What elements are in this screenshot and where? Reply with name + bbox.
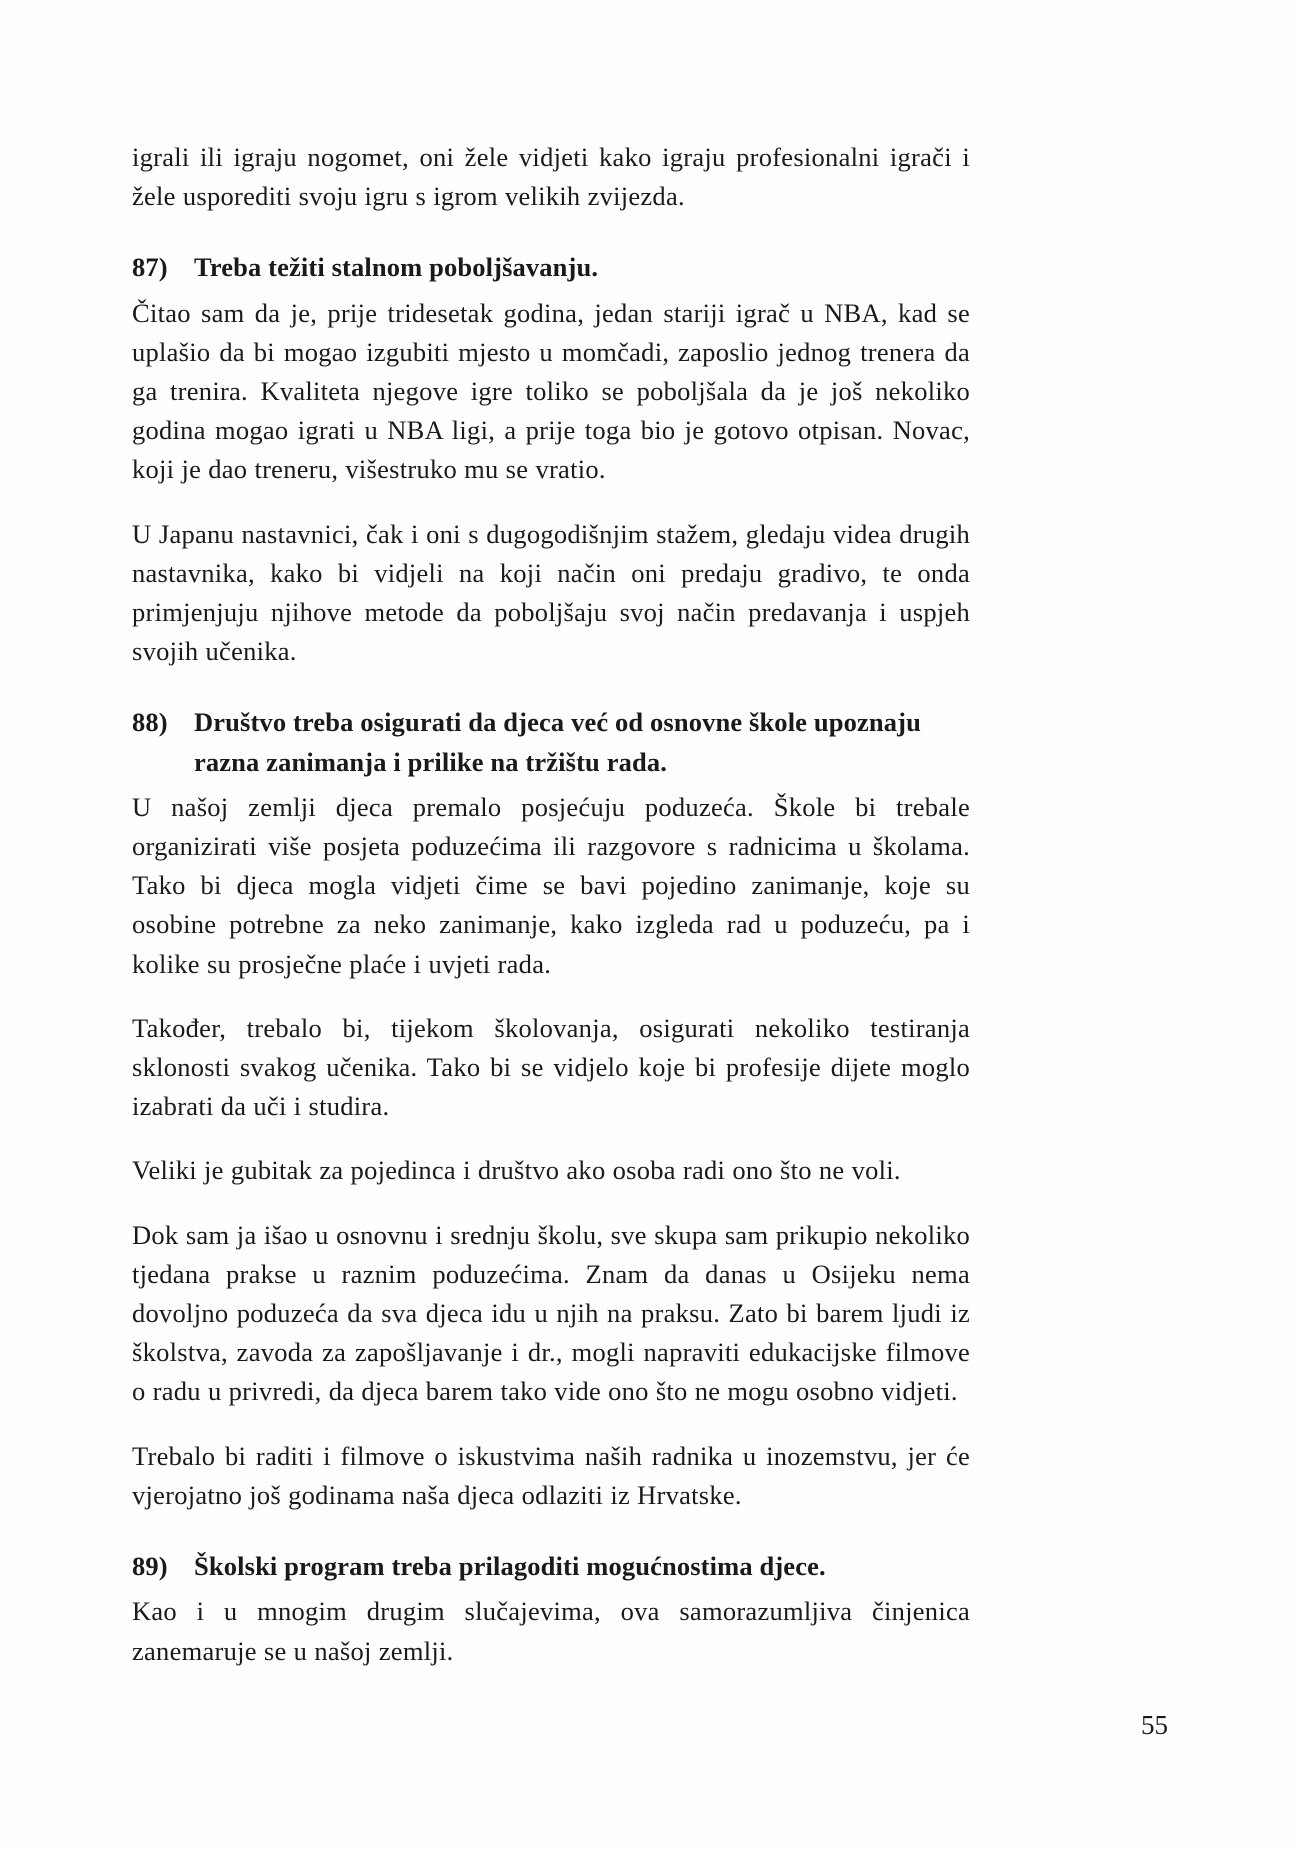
- heading-87-text: Treba težiti stalnom poboljšavanju.: [194, 252, 599, 283]
- heading-89: [132, 1547, 970, 1586]
- page-content: [132, 138, 970, 1671]
- paragraph-89-1: Kao i u mnogim drugim slučajevima, ova samorazumljiva činjenica zanemaruje se u našoj zemlji.: [132, 1596, 970, 1666]
- paragraph-87-2: U Japanu nastavnici, čak i oni s dugogodišnjim stažem, gledaju videa drugih nastavnika, kako bi vidjeli na koji način oni predaju gradivo, te onda primjenjuju njihove metode da poboljšaju svoj način predavanja i uspjeh svojih učenika.: [132, 518, 970, 667]
- heading-89-number: 89): [132, 1551, 168, 1582]
- paragraph-87-1: Čitao sam da je, prije tridesetak godina, jedan stariji igrač u NBA, kad se uplašio da bi mogao izgubiti mjesto u momčadi, zaposlio jednog trenera da ga trenira. Kvaliteta njegove igre toliko se poboljšala da je još nekoliko godina mogao igrati u NBA ligi, a prije toga bio je gotovo otpisan. Novac, koji je dao treneru, višestruko mu se vratio.: [132, 297, 970, 485]
- heading-88: [132, 703, 970, 781]
- heading-88-number: 88): [132, 707, 168, 738]
- paragraph-88-3: Veliki je gubitak za pojedinca i društvo ako osoba radi ono što ne voli.: [132, 1155, 901, 1186]
- heading-88-text: Društvo treba osigurati da djeca već od osnovne škole upoznaju razna zanimanja i prilike na tržištu rada.: [194, 707, 921, 777]
- heading-89-text: Školski program treba prilagoditi mogućnostima djece.: [194, 1551, 826, 1582]
- paragraph-88-4: Dok sam ja išao u osnovnu i srednju školu, sve skupa sam prikupio nekoliko tjedana prakse u raznim poduzećima. Znam da danas u Osijeku nema dovoljno poduzeća da sva djeca idu u njih na praksu. Zato bi barem ljudi iz školstva, zavoda za zapošljavanje i dr., mogli napraviti edukacijske filmove o radu u privredi, da djeca barem tako vide ono što ne mogu osobno vidjeti.: [132, 1219, 970, 1407]
- heading-87: [132, 248, 970, 287]
- paragraph-88-5: Trebalo bi raditi i filmove o iskustvima naših radnika u inozemstvu, jer će vjerojatno još godinama naša djeca odlaziti iz Hrvatske.: [132, 1440, 970, 1510]
- paragraph-88-2: Također, trebalo bi, tijekom školovanja, osigurati nekoliko testiranja sklonosti svakog učenika. Tako bi se vidjelo koje bi profesije dijete moglo izabrati da uči i studira.: [132, 1012, 970, 1122]
- paragraph-continuation: igrali ili igraju nogomet, oni žele vidjeti kako igraju profesionalni igrači i žele usporediti svoju igru s igrom velikih zvijezda.: [132, 142, 970, 212]
- paragraph-88-1: U našoj zemlji djeca premalo posjećuju poduzeća. Škole bi trebale organizirati više posjeta poduzećima ili razgovore s radnicima u školama. Tako bi djeca mogla vidjeti čime se bavi pojedino zanimanje, koje su osobine potrebne za neko zanimanje, kako izgleda rad u poduzeću, pa i kolike su prosječne plaće i uvjeti rada.: [132, 791, 970, 979]
- page-number: 55: [1141, 1710, 1168, 1740]
- heading-87-number: 87): [132, 252, 168, 283]
